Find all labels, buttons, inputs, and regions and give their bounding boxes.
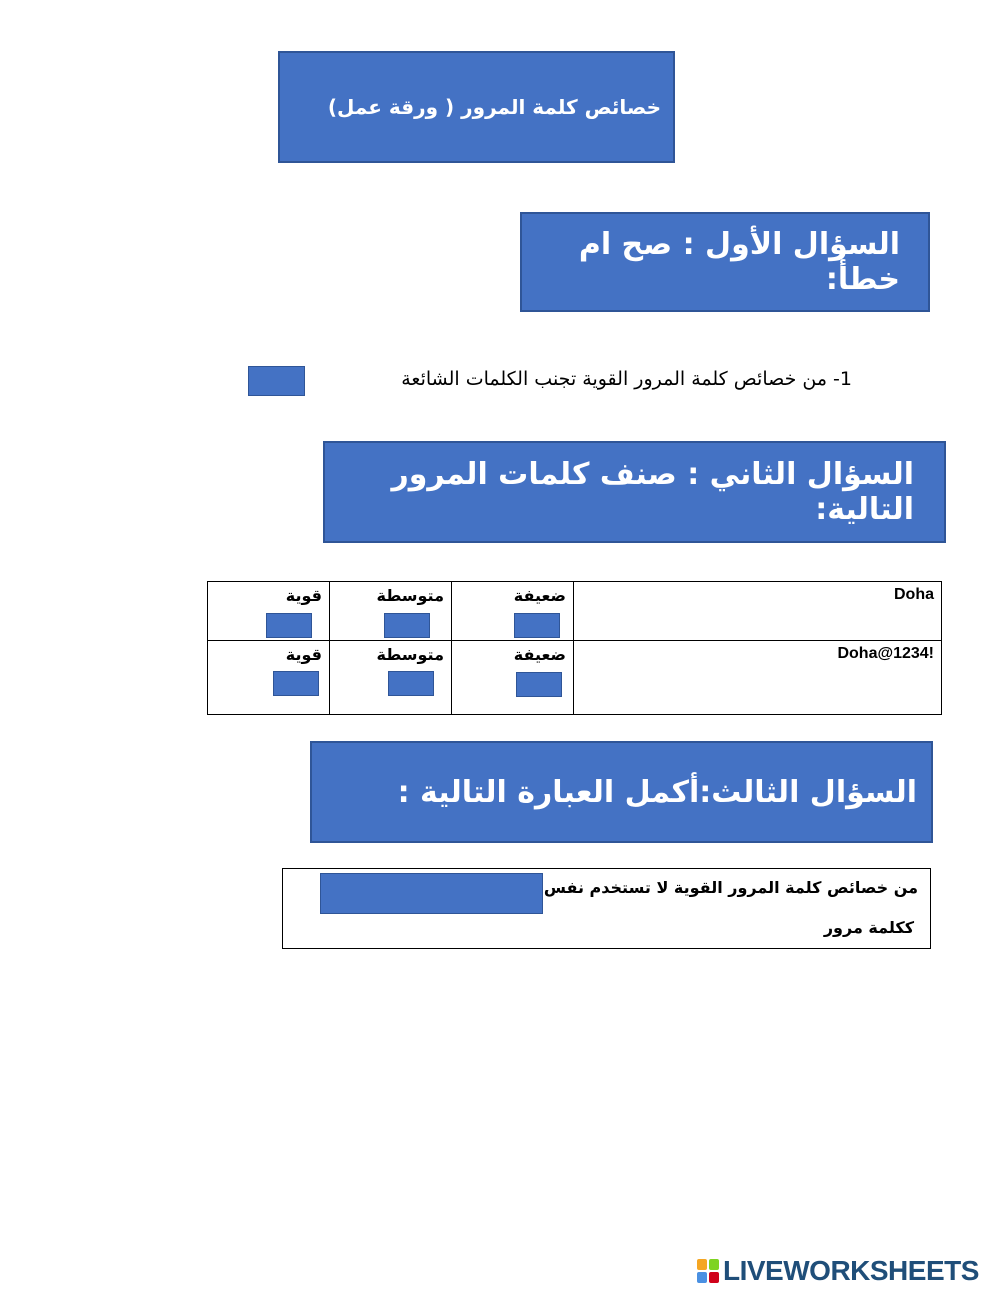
question-2-heading [323, 441, 946, 543]
question-1-answer-input[interactable] [248, 366, 305, 396]
brand-name: LIVEWORKSHEETS [723, 1255, 979, 1286]
choice-strong-box[interactable] [266, 613, 312, 638]
question-1-statement: 1- من خصائص كلمة المرور القوية تجنب الكلمات الشائعة [401, 368, 852, 390]
liveworksheets-logo-icon [697, 1259, 719, 1283]
fill-in-sentence-box [282, 868, 931, 949]
label-weak: ضعيفة [513, 645, 566, 664]
label-medium: متوسطة [376, 586, 444, 605]
question-3-heading-text: السؤال الثالث:أكمل العبارة التالية : [397, 774, 917, 810]
sentence-part-2: ككلمة مرور [823, 918, 914, 937]
question-2-heading-text: السؤال الثاني : صنف كلمات المرور التالية: [391, 457, 914, 527]
cell-medium [330, 641, 452, 715]
label-medium: متوسطة [376, 645, 444, 664]
label-strong: قوية [285, 586, 322, 605]
label-strong: قوية [285, 645, 322, 664]
cell-password [574, 582, 942, 641]
choice-weak-box[interactable] [516, 672, 562, 697]
table-row [208, 582, 942, 641]
password-value: Doha@1234! [837, 645, 934, 662]
label-weak: ضعيفة [513, 586, 566, 605]
question-3-heading [310, 741, 933, 843]
choice-weak-box[interactable] [514, 613, 560, 638]
password-classification-table [207, 581, 942, 715]
table-row [208, 641, 942, 715]
sentence-part-1: من خصائص كلمة المرور القوية لا تستخدم نفس [543, 878, 918, 897]
worksheet-title-text: خصائص كلمة المرور ( ورقة عمل) [327, 95, 661, 119]
fill-in-answer-input[interactable] [320, 873, 543, 914]
question-1-heading-text: السؤال الأول : صح ام خطأ: [578, 227, 900, 297]
liveworksheets-logo [697, 1255, 979, 1287]
cell-weak [452, 582, 574, 641]
cell-strong [208, 641, 330, 715]
password-value: Doha [894, 586, 934, 603]
choice-medium-box[interactable] [388, 671, 434, 696]
cell-medium [330, 582, 452, 641]
cell-weak [452, 641, 574, 715]
choice-medium-box[interactable] [384, 613, 430, 638]
question-1-heading [520, 212, 930, 312]
worksheet-title [278, 51, 675, 163]
cell-strong [208, 582, 330, 641]
cell-password [574, 641, 942, 715]
choice-strong-box[interactable] [273, 671, 319, 696]
